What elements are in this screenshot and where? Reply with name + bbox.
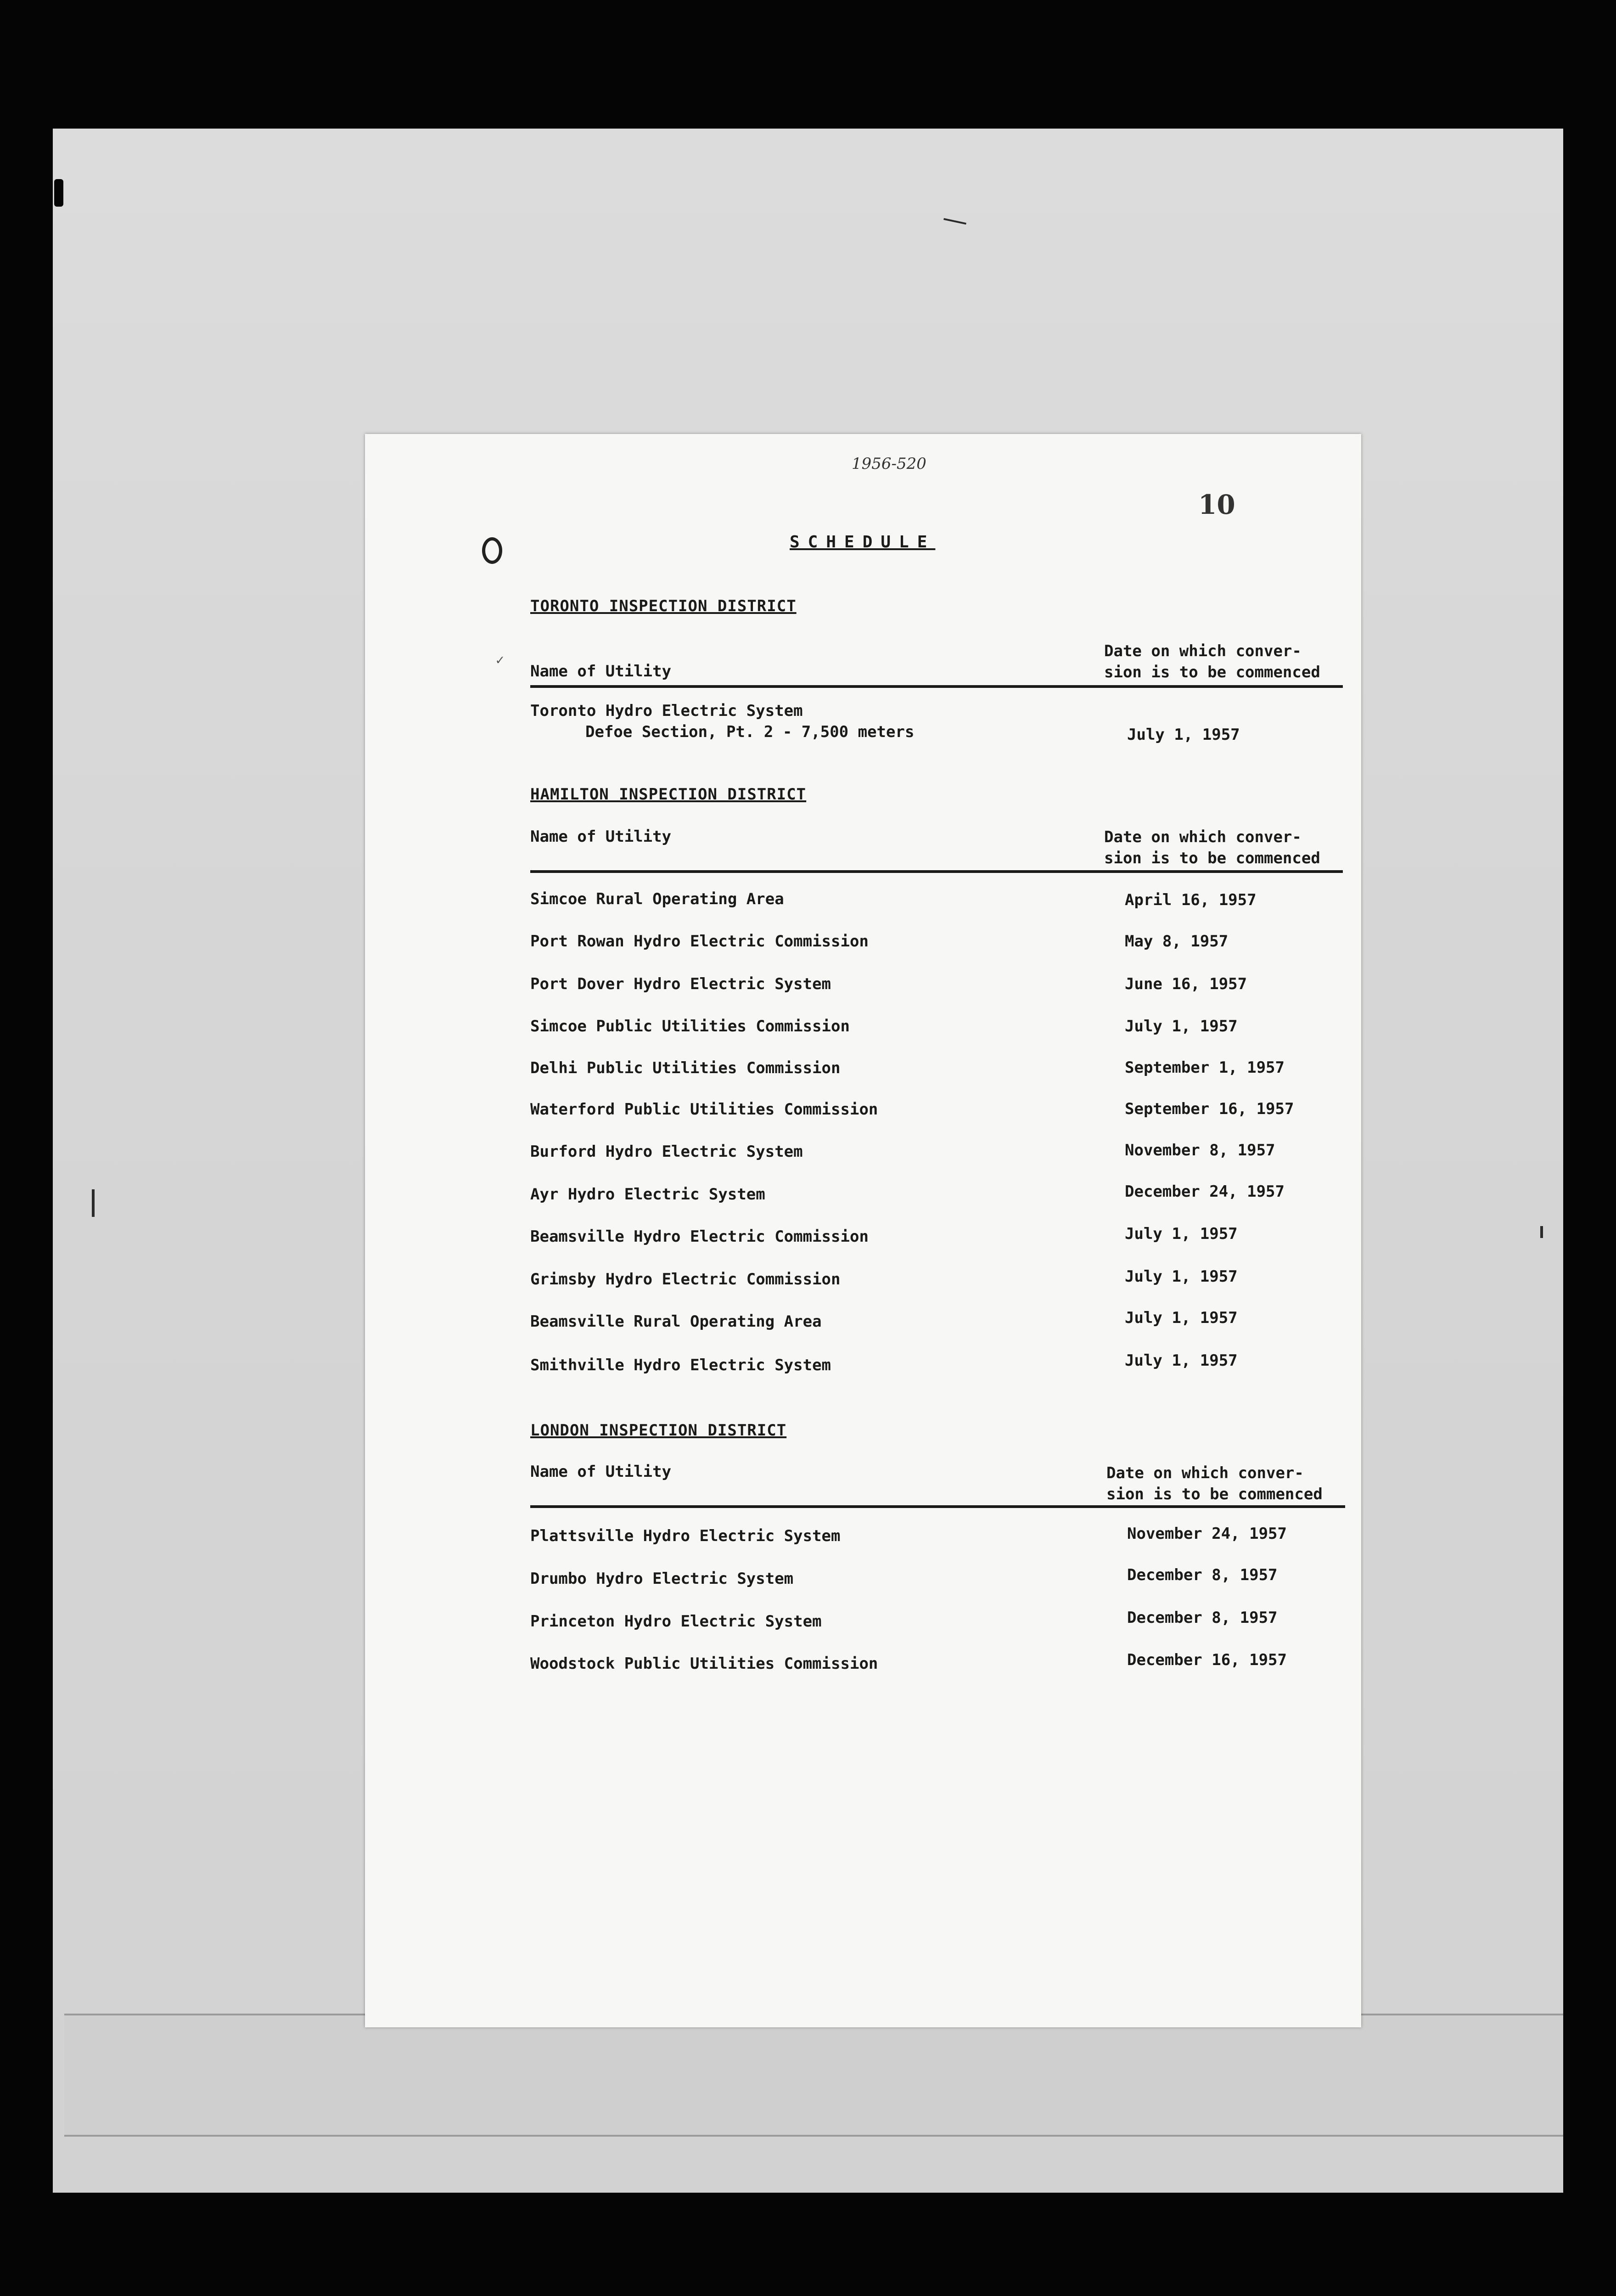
column-header-name: Name of Utility <box>530 662 672 681</box>
table-row: Grimsby Hydro Electric Commission <box>530 1270 841 1289</box>
table-row: Drumbo Hydro Electric System <box>530 1570 794 1588</box>
conversion-date: December 24, 1957 <box>1125 1182 1285 1201</box>
column-header-date <box>1104 641 1361 683</box>
table-row: Ayr Hydro Electric System <box>530 1185 765 1204</box>
column-header-date-line: Date on which conver- <box>1104 642 1302 660</box>
handwritten-note: 1956-520 <box>852 455 926 473</box>
conversion-date: November 24, 1957 <box>1127 1525 1287 1543</box>
check-mark: ✓ <box>496 652 505 668</box>
header-rule <box>530 685 1343 688</box>
table-row: Woodstock Public Utilities Commission <box>530 1654 878 1673</box>
conversion-date: July 1, 1957 <box>1125 1351 1238 1370</box>
conversion-date: May 8, 1957 <box>1125 932 1229 951</box>
document-page <box>365 434 1361 2027</box>
district-heading-toronto: TORONTO INSPECTION DISTRICT <box>530 597 797 615</box>
table-row: Port Rowan Hydro Electric Commission <box>530 932 869 951</box>
conversion-date: September 16, 1957 <box>1125 1100 1294 1118</box>
conversion-date: November 8, 1957 <box>1125 1141 1275 1159</box>
utility-name: Toronto Hydro Electric System <box>530 702 803 720</box>
header-rule <box>530 870 1343 873</box>
conversion-date: December 8, 1957 <box>1127 1566 1278 1584</box>
column-header-date <box>1106 1463 1364 1505</box>
table-row: Beamsville Rural Operating Area <box>530 1312 822 1331</box>
column-header-name: Name of Utility <box>530 1463 672 1481</box>
table-row: Beamsville Hydro Electric Commission <box>530 1227 869 1246</box>
page-number: 10 <box>1198 489 1235 520</box>
film-edge-mark <box>54 179 63 207</box>
table-row: Burford Hydro Electric System <box>530 1142 803 1161</box>
table-row: Simcoe Rural Operating Area <box>530 890 784 908</box>
column-header-name: Name of Utility <box>530 827 672 846</box>
utility-name-detail: Defoe Section, Pt. 2 - 7,500 meters <box>585 723 915 741</box>
conversion-date: July 1, 1957 <box>1125 1267 1238 1286</box>
table-row: Simcoe Public Utilities Commission <box>530 1017 850 1035</box>
column-header-date-line: sion is to be commenced <box>1106 1485 1323 1503</box>
district-heading-hamilton: HAMILTON INSPECTION DISTRICT <box>530 785 807 804</box>
column-header-date-line: Date on which conver- <box>1106 1464 1304 1482</box>
film-speck <box>92 1189 95 1217</box>
conversion-date: December 16, 1957 <box>1127 1651 1287 1669</box>
table-row <box>530 700 914 743</box>
column-header-date-line: sion is to be commenced <box>1104 849 1320 867</box>
punch-hole <box>482 537 502 564</box>
table-row: Port Dover Hydro Electric System <box>530 975 831 993</box>
conversion-date: September 1, 1957 <box>1125 1058 1285 1077</box>
column-header-date-line: Date on which conver- <box>1104 828 1302 846</box>
film-speck <box>1540 1226 1543 1238</box>
conversion-date: July 1, 1957 <box>1127 726 1240 744</box>
conversion-date: June 16, 1957 <box>1125 975 1247 993</box>
table-row: Plattsville Hydro Electric System <box>530 1527 841 1545</box>
column-header-date-line: sion is to be commenced <box>1104 663 1320 681</box>
conversion-date: July 1, 1957 <box>1125 1225 1238 1243</box>
table-row: Smithville Hydro Electric System <box>530 1356 831 1374</box>
mounting-band <box>64 2014 1563 2137</box>
conversion-date: July 1, 1957 <box>1125 1017 1238 1035</box>
conversion-date: April 16, 1957 <box>1125 891 1257 909</box>
table-row: Waterford Public Utilities Commission <box>530 1100 878 1119</box>
conversion-date: July 1, 1957 <box>1125 1309 1238 1327</box>
table-row: Princeton Hydro Electric System <box>530 1612 822 1631</box>
conversion-date: December 8, 1957 <box>1127 1609 1278 1627</box>
district-heading-london: LONDON INSPECTION DISTRICT <box>530 1421 787 1440</box>
header-rule <box>530 1505 1345 1508</box>
column-header-date <box>1104 827 1361 869</box>
table-row: Delhi Public Utilities Commission <box>530 1059 841 1077</box>
page-title: SCHEDULE <box>790 533 936 551</box>
